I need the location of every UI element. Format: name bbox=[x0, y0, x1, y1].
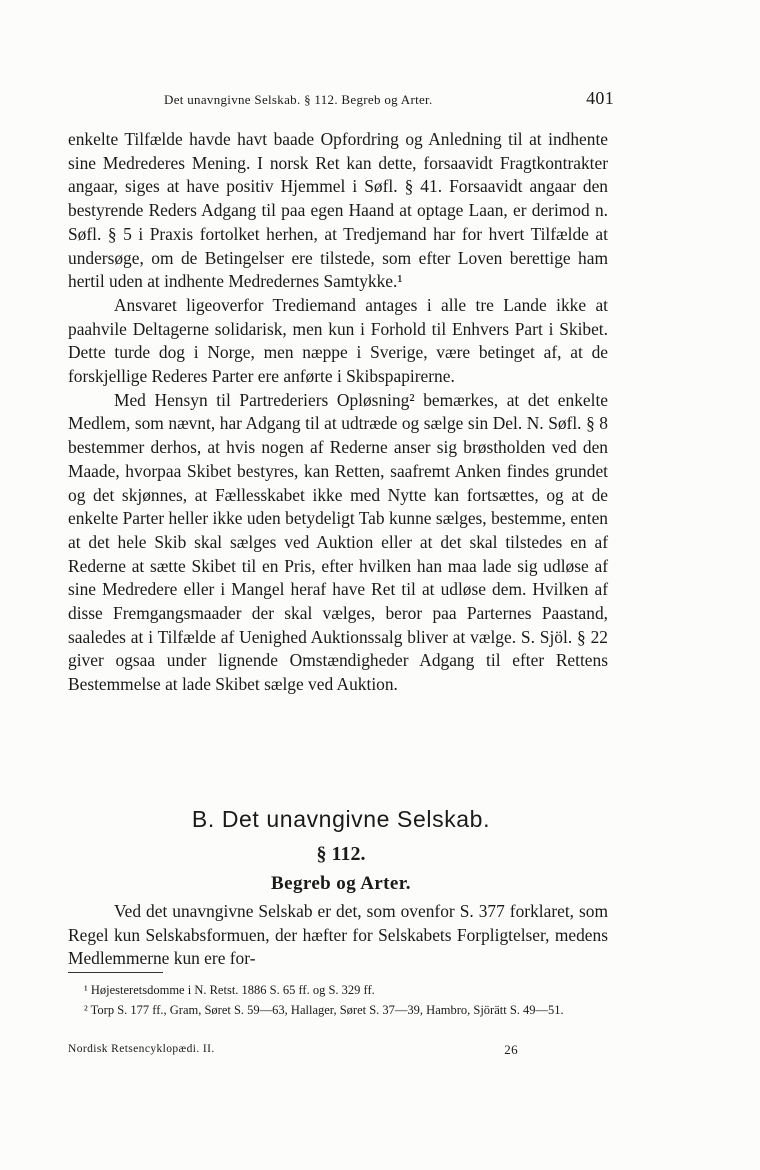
footnote: ¹ Højesteretsdomme i N. Retst. 1886 S. 65 ff. og S. 329 ff. bbox=[84, 983, 375, 997]
footnote-divider bbox=[68, 972, 163, 973]
section-heading: B. Det unavngivne Selskab. bbox=[191, 806, 491, 832]
running-title: Det unavngivne Selskab. § 112. Begreb og Arter. bbox=[164, 92, 433, 107]
section-text bbox=[68, 900, 608, 971]
page-number: 401 bbox=[586, 88, 614, 108]
signature-mark: 26 bbox=[504, 1042, 518, 1057]
footnotes bbox=[68, 980, 608, 1020]
footnote: ² Torp S. 177 ff., Gram, Søret S. 59—63, Hallager, Søret S. 37—39, Hambro, Sjörätt S. 49—51. bbox=[84, 1003, 564, 1017]
paragraph-title: Begreb og Arter. bbox=[271, 873, 411, 894]
paragraph: Ved det unavngivne Selskab er det, som ovenfor S. 377 forklaret, som Regel kun Selskabsformuen, der hæfter for Selskabets Forpligtelser, medens Medlemmerne kun ere for- bbox=[68, 901, 608, 969]
paragraph: enkelte Tilfælde havde havt baade Opfordring og Anledning til at indhente sine Medrederes Mening. I norsk Ret kan dette, forsaavidt Fragtkontrakter angaar, siges at have positiv Hjemmel i Søfl. § 41. Forsaavidt angaar den bestyrende Reders Adgang til paa egen Haand at optage Laan, er derimod n. Søfl. § 5 i Praxis fortolket herhen, at Tredjemand har for hvert Tilfælde at undersøge, om de Betingelser ere tilstede, som efter Loven berettige ham hertil uden at indhente Medredernes Samtykke.¹ bbox=[68, 129, 608, 292]
paragraph: Ansvaret ligeoverfor Trediemand antages i alle tre Lande ikke at paahvile Deltagerne solidarisk, men kun i Forhold til Enhvers Part i Skibet. Dette turde dog i Norge, men næppe i Sverige, være betinget af, at de forskjellige Rederes Parter ere anførte i Skibspapirerne. bbox=[68, 294, 608, 387]
paragraph: Med Hensyn til Partrederiers Opløsning² bemærkes, at det enkelte Medlem, som nævnt, har Adgang til at udtræde og sælge sin Del. N. Søfl. § 8 bestemmer derhos, at hvis nogen af Rederne anser sig brøstholden ved den Maade, hvorpaa Skibet bestyres, kan Retten, saafremt Anken findes grundet og det skjønnes, at Fællesskabet ikke med Nytte kan fortsættes, og at de enkelte Parter heller ikke uden betydeligt Tab kunne sælges, bestemme, enten at det hele Skib skal sælges ved Auktion eller at det skal tilstedes en af Rederne at sætte Skibet til en Pris, efter hvilken han maa lade sig udløse af sine Medredere eller i Mangel heraf have Ret til at udløse dem. Hvilken af disse Fremgangsmaader der skal vælges, beror paa Parternes Paastand, saaledes at i Tilfælde af Uenighed Auktionssalg bliver at vælge. S. Sjöl. § 22 giver ogsaa under lignende Omstændigheder Adgang til efter Rettens Bestemmelse at lade Skibet sælge ved Auktion. bbox=[68, 389, 608, 695]
main-text bbox=[68, 128, 608, 697]
imprint: Nordisk Retsencyklopædi. II. bbox=[68, 1043, 215, 1055]
page-footer bbox=[68, 1043, 614, 1055]
paragraph-number: § 112. bbox=[316, 843, 366, 865]
